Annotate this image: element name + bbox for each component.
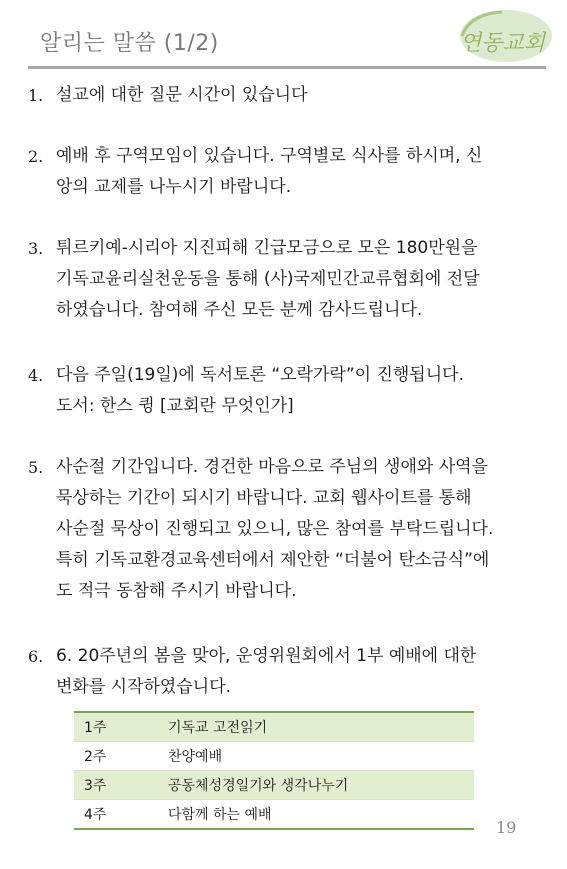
header [0,0,567,72]
table-row [74,800,474,830]
schedule-table [74,711,474,830]
item-text: 설교에 대한 질문 시간이 있습니다 [56,85,308,105]
activity-cell: 공동체성경일기와 생각나누기 [168,778,349,794]
item-text: 사순절 기간입니다. 경건한 마음으로 주님의 생애와 사역을 묵상하는 기간이 되시기 바랍니다. 교회 웹사이트를 통해 사순절 묵상이 진행되고 있으니, 많은 참여를 부탁드립니다. 특히 기독교환경교육센터에서 제안한 “더불어 탄소금식”에 도 적극 동참해 주시기 바랍니다. [56,457,494,601]
item-text: 튀르키예-시리아 지진피해 긴급모금으로 모은 180만원을 기독교윤리실천운동을 통해 (사)국제민간교류협회에 전달 하였습니다. 참여해 주신 모든 분께 감사드립니다. [56,238,480,320]
item-text: 다음 주일(19일)에 독서토론 “오락가락”이 진행됩니다. 도서: 한스 큉 [교회란 무엇인가] [56,365,464,416]
church-logo [440,6,552,70]
activity-cell: 찬양예배 [168,749,223,765]
table-row [74,742,474,771]
item-number: 5. [28,458,44,477]
item-number: 4. [28,366,44,385]
page-number: 19 [496,818,517,837]
item-number: 6. [28,647,44,666]
header-divider [28,66,546,69]
item-number: 2. [28,147,44,166]
activity-cell: 다함께 하는 예배 [168,807,272,823]
week-cell: 1주 [84,720,107,736]
week-cell: 3주 [84,778,107,794]
week-cell: 4주 [84,807,107,823]
item-number: 3. [28,239,44,258]
item-text: 예배 후 구역모임이 있습니다. 구역별로 식사를 하시며, 신 앙의 교제를 나누시기 바랍니다. [56,146,483,197]
logo-text: 연동교회 [460,31,546,56]
activity-cell: 기독교 고전읽기 [168,720,268,736]
table-row [74,712,474,742]
item-text: 6. 20주년의 봄을 맞아, 운영위원회에서 1부 예배에 대한 변화를 시작하였습니다. [56,646,477,697]
week-cell: 2주 [84,749,107,765]
page-title: 알리는 말씀 (1/2) [40,31,219,56]
item-number: 1. [28,86,44,105]
table-row [74,771,474,800]
